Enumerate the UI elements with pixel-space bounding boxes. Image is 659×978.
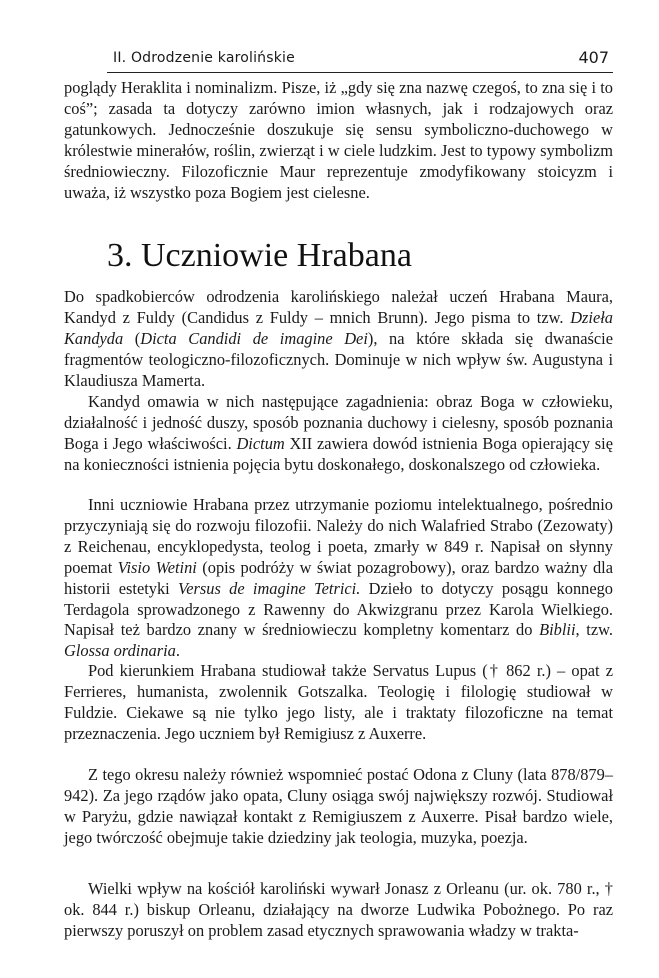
- paragraph-walafried-strabo: [64, 495, 613, 662]
- paragraph-kandyd-intro: [64, 287, 613, 392]
- chapter-title: II. Odrodzenie karolińskie: [113, 50, 295, 66]
- running-header: [107, 50, 613, 73]
- text-run: , tzw.: [575, 620, 613, 640]
- section-heading: 3. Uczniowie Hrabana: [107, 237, 412, 274]
- work-title: Dictum: [236, 433, 285, 453]
- paragraph-continuation: poglądy Heraklita i nominalizm. Pisze, iż „gdy się zna nazwę czegoś, to zna się i to coś”; zasada ta dotyczy zarówno imion własnych, jak i rodzajowych oraz gatunkowych. Jednocześnie doszukuje się sensu symboliczno-duchowego w królestwie minerałów, roślin, zwierząt i w ciele ludzkim. Jest to typowy symbolizm średniowieczny. Filozoficznie Maur reprezentuje zmodyfikowany stoicyzm i uważa, iż wszystko poza Bogiem jest cielesne.: [64, 78, 613, 202]
- work-title: Versus de imagine Tetrici.: [178, 578, 361, 598]
- work-title: Dzieła Kandyda: [64, 307, 613, 348]
- text-run: Dzieło to dotyczy posągu konnego Terdagola sprowadzonego z Rawenny do Akwizgranu przez Karola Wielkiego. Napisał też bardzo znany w średniowieczu kompletny komentarz do: [64, 578, 614, 640]
- work-title: Visio Wetini: [117, 557, 197, 577]
- page-number: 407: [578, 48, 609, 67]
- text-run: Kandyd omawia w nich następujące zagadnienia: obraz Boga w człowieku, działalność i jedność duszy, sposób poznania duchowy i cielesny, sposób poznania Boga i Jego właściwości.: [64, 392, 613, 453]
- text-run: Inni uczniowie Hrabana przez utrzymanie poziomu intelektualnego, pośrednio przyczyniają się do rozwoju filozofii. Należy do nich Walafried Strabo (Zezowaty) z Reichenau, encyklopedysta, teolog i poeta, zmarły w 849 r. Napisał on słynny poemat: [64, 495, 613, 577]
- work-title: Biblii: [539, 620, 576, 640]
- text-run: XII zawiera dowód istnienia Boga opierający się na konieczności istnienia pojęcia bytu doskonałego, doskonalszego od człowieka.: [64, 433, 613, 474]
- text-run: (opis podróży w świat pozagrobowy), oraz bardzo ważny dla historii estetyki: [64, 557, 613, 598]
- work-title: Dicta Candidi de imagine Dei: [140, 328, 368, 348]
- paragraph-servatus-lupus: Pod kierunkiem Hrabana studiował także Servatus Lupus († 862 r.) – opat z Ferrieres, humanista, zwolennik Gotszalka. Teologię i filologię studiował w Fuldzie. Ciekawe są nie tylko jego listy, ale i traktaty filozoficzne na temat przeznaczenia. Jego uczniem był Remigiusz z Auxerre.: [64, 661, 613, 743]
- text-run: Do spadkobierców odrodzenia karolińskiego należał uczeń Hrabana Maura, Kandyd z Fuldy (Candidus z Fuldy – mnich Brunn). Jego pisma to tzw.: [64, 287, 613, 327]
- text-run: (: [123, 328, 141, 348]
- text-run: .: [175, 641, 180, 661]
- text-run: ), na które składa się dwanaście fragmentów teologiczno-filozoficznych. Dominuje w nich wpływ św. Augustyna i Klaudiusza Mamerta.: [64, 328, 613, 390]
- paragraph-odo-of-cluny: Z tego okresu należy również wspomnieć postać Odona z Cluny (lata 878/879–942). Za jego rządów jako opata, Cluny osiąga swój największy rozwój. Studiował w Paryżu, gdzie nawiązał kontakt z Remigiuszem z Auxerre. Pisał bardzo wiele, jego twórczość obejmuje takie dziedziny jak teologia, muzyka, poezja.: [64, 765, 613, 847]
- work-title: Glossa ordinaria: [64, 641, 176, 661]
- paragraph-jonas-of-orleans: Wielki wpływ na kościół karoliński wywarł Jonasz z Orleanu (ur. ok. 780 r., † ok. 844 r.) biskup Orleanu, działający na dworze Ludwika Pobożnego. Po raz pierwszy poruszył on problem zasad etycznych sprawowania władzy w trakta-: [64, 879, 613, 940]
- paragraph-kandyd-topics: [64, 392, 613, 476]
